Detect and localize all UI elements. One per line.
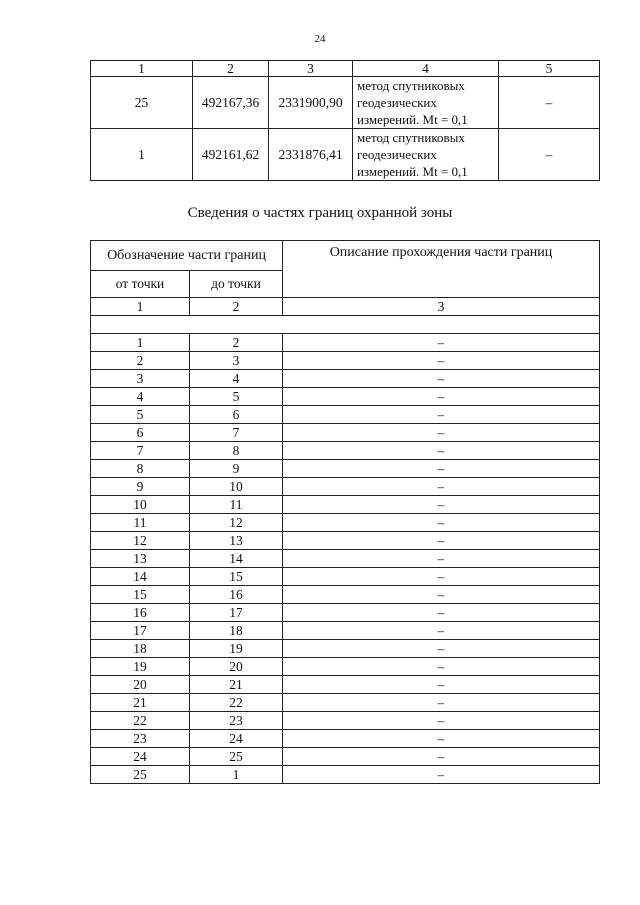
from-point: 13 xyxy=(91,550,190,568)
part-description: – xyxy=(283,622,600,640)
from-point: 25 xyxy=(91,766,190,784)
part-description: – xyxy=(283,586,600,604)
part-description: – xyxy=(283,370,600,388)
from-point-header: от точки xyxy=(91,271,190,298)
to-point: 8 xyxy=(190,442,283,460)
coord-col-number: 4 xyxy=(353,61,499,77)
table-row xyxy=(91,334,600,352)
part-description: – xyxy=(283,460,600,478)
table-row xyxy=(91,478,600,496)
to-point: 5 xyxy=(190,388,283,406)
parts-header-row xyxy=(91,241,600,271)
from-point: 4 xyxy=(91,388,190,406)
table-row xyxy=(91,730,600,748)
coord-header-row xyxy=(91,61,600,77)
empty-cell xyxy=(91,316,600,334)
table-row xyxy=(91,496,600,514)
from-point: 5 xyxy=(91,406,190,424)
part-description: – xyxy=(283,352,600,370)
table-row xyxy=(91,766,600,784)
to-point: 9 xyxy=(190,460,283,478)
table-row xyxy=(91,712,600,730)
table-row xyxy=(91,424,600,442)
table-row xyxy=(91,676,600,694)
table-row xyxy=(91,460,600,478)
table-row xyxy=(91,658,600,676)
from-point: 21 xyxy=(91,694,190,712)
coord-row xyxy=(91,77,600,129)
empty-row xyxy=(91,316,600,334)
coord-col-number: 5 xyxy=(499,61,600,77)
from-point: 17 xyxy=(91,622,190,640)
part-description: – xyxy=(283,334,600,352)
table-row xyxy=(91,352,600,370)
part-description: – xyxy=(283,712,600,730)
from-point: 8 xyxy=(91,460,190,478)
to-point: 1 xyxy=(190,766,283,784)
to-point: 23 xyxy=(190,712,283,730)
to-point: 13 xyxy=(190,532,283,550)
from-point: 10 xyxy=(91,496,190,514)
coord-x: 492161,62 xyxy=(193,129,269,181)
part-description: – xyxy=(283,406,600,424)
part-description: – xyxy=(283,514,600,532)
table-row xyxy=(91,388,600,406)
part-description: – xyxy=(283,604,600,622)
section-title: Сведения о частях границ охранной зоны xyxy=(187,205,453,221)
table-row xyxy=(91,514,600,532)
to-point: 25 xyxy=(190,748,283,766)
to-point: 4 xyxy=(190,370,283,388)
from-point: 14 xyxy=(91,568,190,586)
column-number-row xyxy=(91,298,600,316)
to-point: 22 xyxy=(190,694,283,712)
coord-y: 2331876,41 xyxy=(269,129,353,181)
method-line: измерений. Mt = 0,1 xyxy=(357,164,468,179)
method-line: метод спутниковых xyxy=(357,130,465,145)
method-cell xyxy=(353,77,499,129)
to-point: 3 xyxy=(190,352,283,370)
group-header: Обозначение части границ xyxy=(91,241,283,271)
description-header: Описание прохождения части границ xyxy=(283,241,600,298)
boundary-parts-table xyxy=(90,240,600,784)
to-point: 17 xyxy=(190,604,283,622)
extra-cell: – xyxy=(499,129,600,181)
table-row xyxy=(91,442,600,460)
part-description: – xyxy=(283,676,600,694)
table-row xyxy=(91,694,600,712)
from-point: 23 xyxy=(91,730,190,748)
to-point: 2 xyxy=(190,334,283,352)
table-row xyxy=(91,640,600,658)
part-description: – xyxy=(283,478,600,496)
column-number: 3 xyxy=(283,298,600,316)
coord-col-number: 3 xyxy=(269,61,353,77)
from-point: 12 xyxy=(91,532,190,550)
from-point: 7 xyxy=(91,442,190,460)
part-description: – xyxy=(283,568,600,586)
table-row xyxy=(91,622,600,640)
table-row xyxy=(91,550,600,568)
to-point: 18 xyxy=(190,622,283,640)
column-number: 1 xyxy=(91,298,190,316)
from-point: 22 xyxy=(91,712,190,730)
coord-col-number: 1 xyxy=(91,61,193,77)
from-point: 16 xyxy=(91,604,190,622)
from-point: 9 xyxy=(91,478,190,496)
method-cell xyxy=(353,129,499,181)
to-point: 24 xyxy=(190,730,283,748)
part-description: – xyxy=(283,442,600,460)
from-point: 19 xyxy=(91,658,190,676)
column-number: 2 xyxy=(190,298,283,316)
to-point: 11 xyxy=(190,496,283,514)
table-row xyxy=(91,406,600,424)
method-line: измерений. Mt = 0,1 xyxy=(357,112,468,127)
part-description: – xyxy=(283,658,600,676)
coord-y: 2331900,90 xyxy=(269,77,353,129)
from-point: 15 xyxy=(91,586,190,604)
coord-x: 492167,36 xyxy=(193,77,269,129)
part-description: – xyxy=(283,532,600,550)
to-point: 20 xyxy=(190,658,283,676)
from-point: 20 xyxy=(91,676,190,694)
method-line: геодезических xyxy=(357,147,437,162)
coord-row xyxy=(91,129,600,181)
table-row xyxy=(91,370,600,388)
from-point: 1 xyxy=(91,334,190,352)
from-point: 3 xyxy=(91,370,190,388)
from-point: 24 xyxy=(91,748,190,766)
to-point: 15 xyxy=(190,568,283,586)
point-id: 1 xyxy=(91,129,193,181)
coord-col-number: 2 xyxy=(193,61,269,77)
table-row xyxy=(91,532,600,550)
table-row xyxy=(91,604,600,622)
from-point: 11 xyxy=(91,514,190,532)
from-point: 2 xyxy=(91,352,190,370)
extra-cell: – xyxy=(499,77,600,129)
part-description: – xyxy=(283,550,600,568)
coordinates-table xyxy=(90,60,600,181)
from-point: 18 xyxy=(91,640,190,658)
to-point: 10 xyxy=(190,478,283,496)
table-row xyxy=(91,586,600,604)
to-point: 7 xyxy=(190,424,283,442)
page-number: 24 xyxy=(314,33,326,45)
to-point: 19 xyxy=(190,640,283,658)
to-point: 21 xyxy=(190,676,283,694)
part-description: – xyxy=(283,766,600,784)
to-point-header: до точки xyxy=(190,271,283,298)
part-description: – xyxy=(283,388,600,406)
from-point: 6 xyxy=(91,424,190,442)
table-row xyxy=(91,748,600,766)
to-point: 14 xyxy=(190,550,283,568)
part-description: – xyxy=(283,496,600,514)
part-description: – xyxy=(283,640,600,658)
part-description: – xyxy=(283,730,600,748)
to-point: 16 xyxy=(190,586,283,604)
point-id: 25 xyxy=(91,77,193,129)
table-row xyxy=(91,568,600,586)
part-description: – xyxy=(283,424,600,442)
part-description: – xyxy=(283,694,600,712)
to-point: 6 xyxy=(190,406,283,424)
method-line: геодезических xyxy=(357,95,437,110)
to-point: 12 xyxy=(190,514,283,532)
method-line: метод спутниковых xyxy=(357,78,465,93)
part-description: – xyxy=(283,748,600,766)
